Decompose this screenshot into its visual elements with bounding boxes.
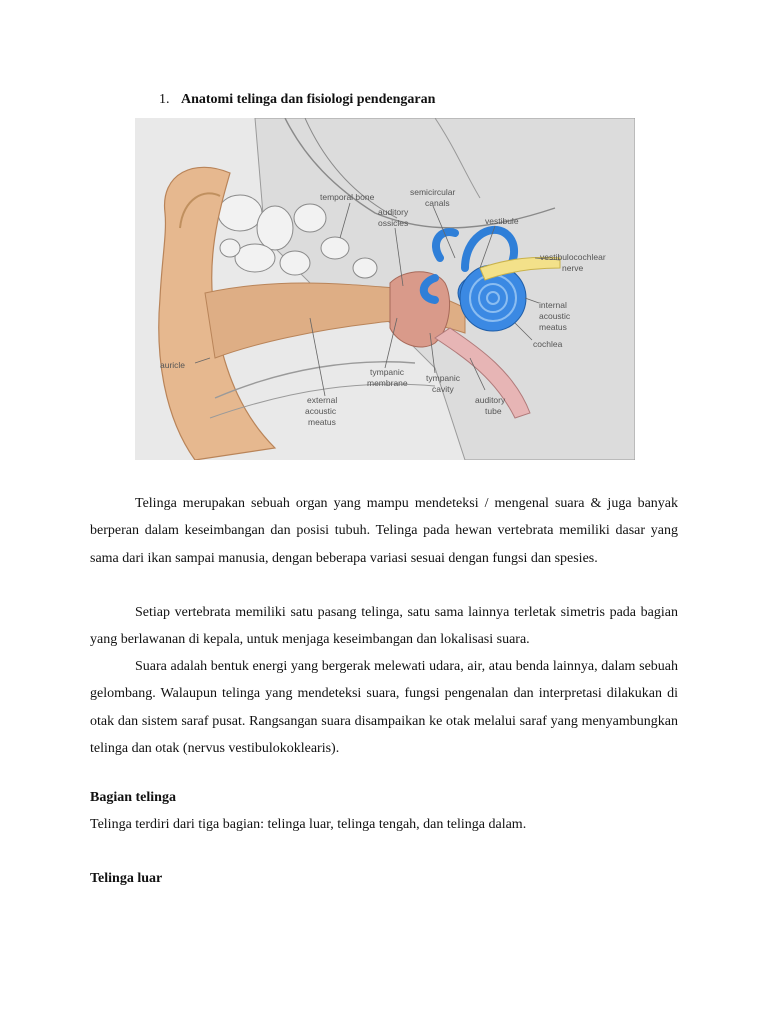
label-meatus-outer: meatus: [308, 417, 336, 427]
bagian-telinga-text: Telinga terdiri dari tiga bagian: telinga luar, telinga tengah, dan telinga dalam.: [90, 817, 527, 832]
label-external: external: [307, 395, 338, 405]
label-temporal-bone: temporal bone: [320, 192, 375, 202]
label-membrane: membrane: [367, 378, 408, 388]
label-cochlea: cochlea: [533, 339, 563, 349]
label-internal: internal: [539, 300, 567, 310]
section-heading: [159, 92, 435, 108]
label-tube: tube: [485, 406, 502, 416]
label-acoustic-outer: acoustic: [305, 406, 337, 416]
heading-title: Anatomi telinga dan fisiologi pendengaran: [181, 92, 436, 107]
paragraph-3: Suara adalah bentuk energi yang bergerak melewati udara, air, atau benda lainnya, dalam sebuah gelombang. Walaupun telinga yang mendeteksi suara, fungsi pengenalan dan interpretasi dilakukan di otak dan sistem saraf pusat. Rangsangan suara disampaikan ke otak melalui saraf yang menyambungkan telinga dan otak (nervus vestibulokoklearis).: [90, 659, 678, 756]
label-auditory: auditory: [378, 207, 409, 217]
label-semicircular: semicircular: [410, 187, 456, 197]
paragraph-1: Telinga merupakan sebuah organ yang mampu mendeteksi / mengenal suara & juga banyak berperan dalam keseimbangan dan posisi tubuh. Telinga pada hewan vertebrata memiliki dasar yang sama dari ikan sampai manusia, dengan beberapa variasi sesuai dengan fungsi dan spesies.: [90, 496, 678, 566]
label-tympanic-cavity-1: tympanic: [426, 373, 461, 383]
label-nerve: nerve: [562, 263, 584, 273]
label-auditory-tube-1: auditory: [475, 395, 506, 405]
ear-anatomy-illustration: [135, 118, 635, 460]
paragraph-2: Setiap vertebrata memiliki satu pasang telinga, satu sama lainnya terletak simetris pada bagian yang berlawanan di kepala, untuk menjaga keseimbangan dan lokalisasi suara.: [90, 605, 678, 648]
label-canals: canals: [425, 198, 450, 208]
heading-number: 1.: [159, 92, 170, 107]
label-vestibulocochlear: vestibulocochlear: [540, 252, 606, 262]
label-meatus-inner: meatus: [539, 322, 567, 332]
label-ossicles: ossicles: [378, 218, 409, 228]
label-cavity: cavity: [432, 384, 454, 394]
label-vestibule: vestibule: [485, 216, 519, 226]
label-acoustic-inner: acoustic: [539, 311, 571, 321]
subheading-telinga-luar: Telinga luar: [90, 871, 163, 886]
label-tympanic-membrane-1: tympanic: [370, 367, 405, 377]
label-auricle: auricle: [160, 360, 186, 370]
ear-anatomy-figure: [135, 118, 635, 460]
subheading-bagian-telinga: Bagian telinga: [90, 790, 176, 805]
